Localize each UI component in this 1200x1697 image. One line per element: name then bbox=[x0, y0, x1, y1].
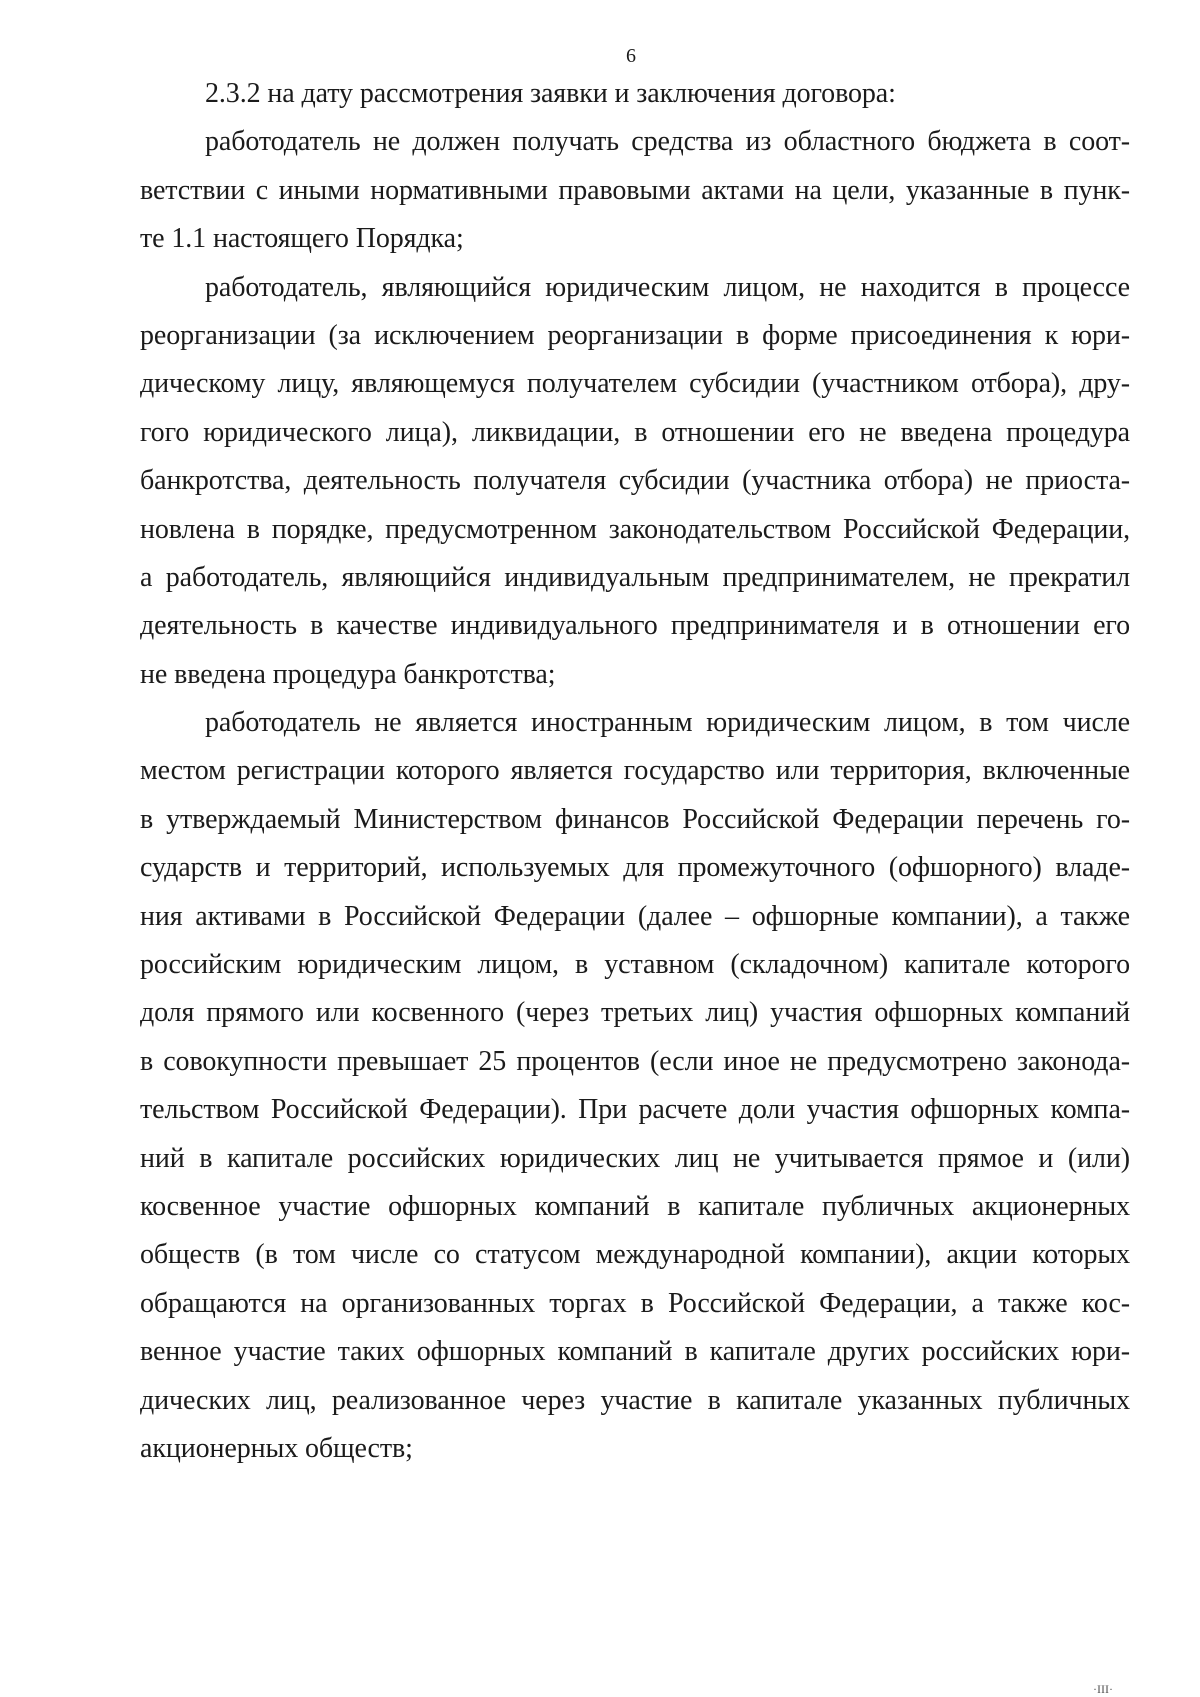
scan-marks: ·III· bbox=[1093, 1682, 1113, 1696]
text-line: российским юридическим лицом, в уставном (складочном) капитале которого bbox=[140, 949, 1130, 981]
text-line: сударств и территорий, используемых для промежуточного (офшорного) владе- bbox=[140, 852, 1130, 884]
text-line: новлена в порядке, предусмотренном законодательством Российской Федерации, bbox=[140, 513, 1130, 545]
paragraph bbox=[140, 118, 1130, 263]
text-line: ния активами в Российской Федерации (далее – офшорные компании), а также bbox=[140, 900, 1130, 932]
text-line: гого юридического лица), ликвидации, в отношении его не введена процедура bbox=[140, 416, 1130, 448]
text-line: дическому лицу, являющемуся получателем субсидии (участником отбора), дру- bbox=[140, 368, 1130, 400]
text-line: не введена процедура банкротства; bbox=[140, 658, 556, 690]
text-line: а работодатель, являющийся индивидуальным предпринимателем, не прекратил bbox=[140, 561, 1130, 593]
document-body bbox=[140, 70, 1130, 1473]
text-line: работодатель, являющийся юридическим лицом, не находится в процессе bbox=[205, 271, 1130, 303]
text-line: акционерных обществ; bbox=[140, 1432, 413, 1464]
text-line: 2.3.2 на дату рассмотрения заявки и заключения договора: bbox=[205, 78, 896, 109]
text-line: доля прямого или косвенного (через третьих лиц) участия офшорных компаний bbox=[140, 997, 1130, 1029]
text-line: реорганизации (за исключением реорганизации в форме присоединения к юри- bbox=[140, 319, 1130, 351]
paragraph bbox=[140, 70, 1130, 118]
text-line: банкротства, деятельность получателя субсидии (участника отбора) не приоста- bbox=[140, 465, 1130, 497]
text-line: в совокупности превышает 25 процентов (если иное не предусмотрено законода- bbox=[140, 1045, 1130, 1077]
text-line: работодатель не является иностранным юридическим лицом, в том числе bbox=[205, 707, 1130, 739]
text-line: деятельность в качестве индивидуального предпринимателя и в отношении его bbox=[140, 610, 1130, 642]
paragraph bbox=[140, 699, 1130, 1473]
text-line: тельством Российской Федерации). При расчете доли участия офшорных компа- bbox=[140, 1094, 1130, 1126]
text-line: те 1.1 настоящего Порядка; bbox=[140, 223, 464, 255]
text-line: работодатель не должен получать средства из областного бюджета в соот- bbox=[205, 126, 1130, 158]
text-line: дических лиц, реализованное через участие в капитале указанных публичных bbox=[140, 1384, 1130, 1416]
page-number: 6 bbox=[626, 45, 636, 67]
text-line: в утверждаемый Министерством финансов Российской Федерации перечень го- bbox=[140, 803, 1130, 835]
text-line: венное участие таких офшорных компаний в капитале других российских юри- bbox=[140, 1336, 1130, 1368]
paragraph bbox=[140, 264, 1130, 700]
text-line: обществ (в том числе со статусом международной компании), акции которых bbox=[140, 1239, 1130, 1271]
text-line: косвенное участие офшорных компаний в капитале публичных акционерных bbox=[140, 1190, 1130, 1222]
text-line: местом регистрации которого является государство или территория, включенные bbox=[140, 755, 1130, 787]
text-line: ний в капитале российских юридических лиц не учитывается прямое и (или) bbox=[140, 1142, 1130, 1174]
text-line: обращаются на организованных торгах в Российской Федерации, а также кос- bbox=[140, 1287, 1130, 1319]
text-line: ветствии с иными нормативными правовыми актами на цели, указанные в пунк- bbox=[140, 174, 1130, 206]
